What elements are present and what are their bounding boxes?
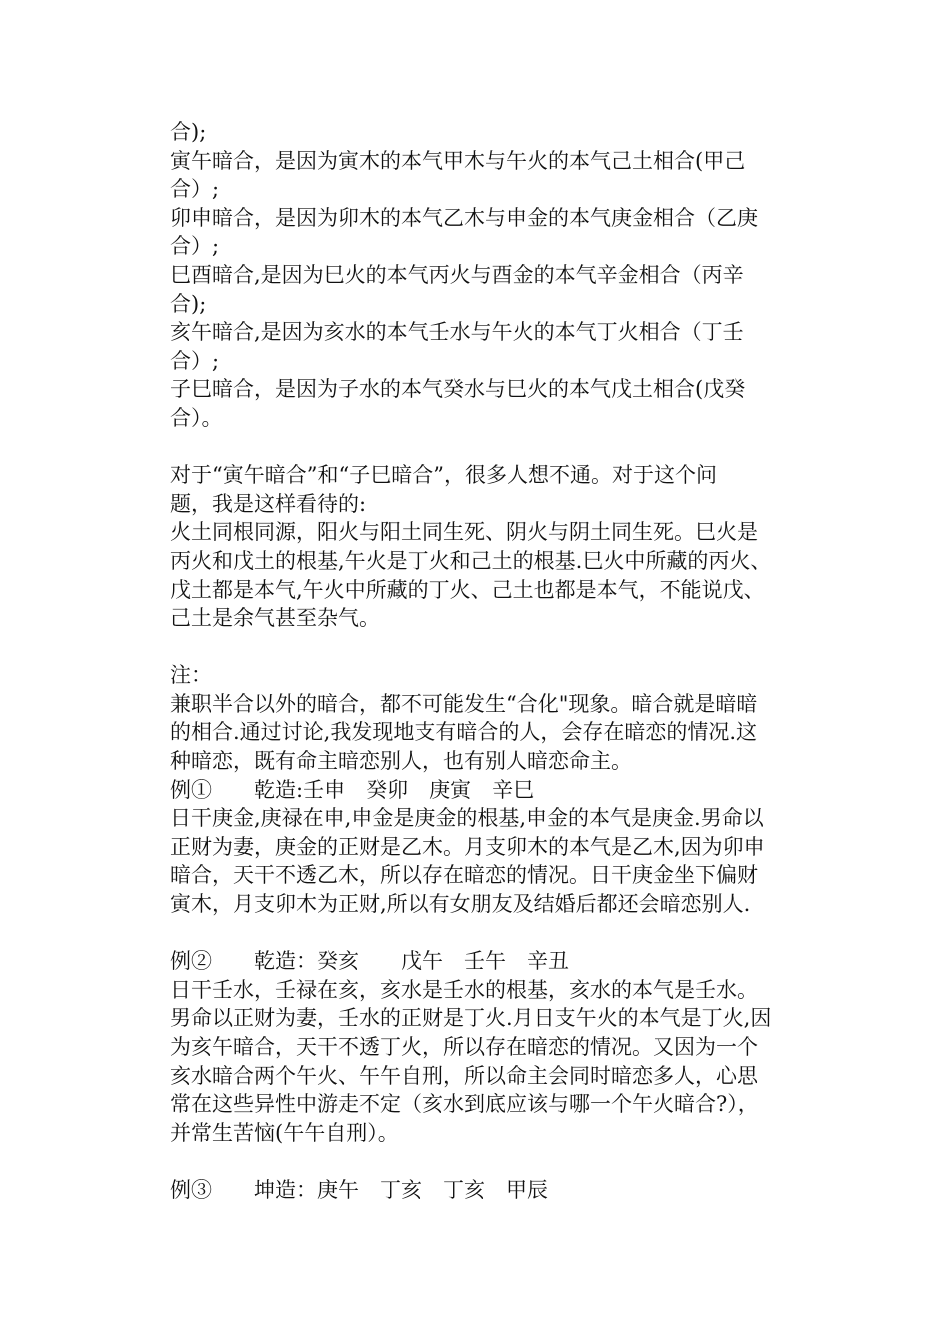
- text-line: 子巳暗合，是因为子水的本气癸水与巳火的本气戊土相合(戊癸: [170, 377, 746, 402]
- text-line: 日干壬水，壬禄在亥，亥水是壬水的根基，亥水的本气是壬水。: [170, 977, 758, 1002]
- text-line: 寅午暗合，是因为寅木的本气甲木与午火的本气己土相合(甲己: [170, 148, 746, 173]
- text-line: 常在这些异性中游走不定（亥水到底应该与哪一个午火暗合?），: [170, 1092, 759, 1117]
- text-line: 合）;: [170, 348, 220, 373]
- text-line: 日干庚金,庚禄在申,申金是庚金的根基,申金的本气是庚金.男命以: [170, 806, 764, 831]
- example-3-heading: 例③ 坤造：庚午 丁亥 丁亥 甲辰: [170, 1177, 548, 1202]
- text-line: 火土同根同源，阳火与阳土同生死、阴火与阴土同生死。巳火是: [170, 520, 758, 545]
- text-line: 男命以正财为妻，壬水的正财是丁火.月日支午火的本气是丁火,因: [170, 1006, 772, 1031]
- text-line: 巳酉暗合,是因为巳火的本气丙火与酉金的本气辛金相合（丙辛: [170, 262, 744, 287]
- text-line: 种暗恋，既有命主暗恋别人，也有别人暗恋命主。: [170, 749, 632, 774]
- text-line: 合）;: [170, 177, 220, 202]
- text-line: 题，我是这样看待的:: [170, 491, 367, 516]
- text-line: 暗合，天干不透乙木，所以存在暗恋的情况。日干庚金坐下偏财: [170, 863, 758, 888]
- text-line: 兼职半合以外的暗合，都不可能发生“合化"现象。暗合就是暗暗: [170, 691, 758, 716]
- text-line: 合);: [170, 291, 207, 316]
- text-line: 卯申暗合，是因为卯木的本气乙木与申金的本气庚金相合（乙庚: [170, 205, 758, 230]
- text-line: 合）。: [170, 405, 223, 430]
- text-line: 己土是余气甚至杂气。: [170, 606, 380, 631]
- document-page: [170, 118, 810, 1205]
- text-line: 亥水暗合两个午火、午午自刑，所以命主会同时暗恋多人，心思: [170, 1063, 758, 1088]
- text-line: 并常生苦恼(午午自刑）。: [170, 1120, 399, 1145]
- text-line: 正财为妻，庚金的正财是乙木。月支卯木的本气是乙木,因为卯申: [170, 834, 765, 859]
- blank-line: [170, 919, 810, 948]
- text-line: 对于“寅午暗合”和“子巳暗合”，很多人想不通。对于这个问: [170, 463, 717, 488]
- text-line: 合）;: [170, 234, 220, 259]
- blank-line: [170, 633, 810, 662]
- example-1-heading: 例① 乾造:壬申 癸卯 庚寅 辛巳: [170, 777, 535, 802]
- text-line: 合);: [170, 120, 207, 144]
- blank-line: [170, 1147, 810, 1176]
- text-line: 寅木，月支卯木为正财,所以有女朋友及结婚后都还会暗恋别人.: [170, 892, 751, 917]
- text-line: 戊土都是本气,午火中所藏的丁火、己土也都是本气，不能说戊、: [170, 577, 765, 602]
- text-line: 亥午暗合,是因为亥水的本气壬水与午火的本气丁火相合（丁壬: [170, 320, 744, 345]
- note-heading: 注：: [170, 663, 212, 688]
- text-line: 丙火和戊土的根基,午火是丁火和己土的根基.巳火中所藏的丙火、: [170, 548, 772, 573]
- text-line: 为亥午暗合，天干不透丁火，所以存在暗恋的情况。又因为一个: [170, 1035, 758, 1059]
- text-line: 的相合.通过讨论,我发现地支有暗合的人，会存在暗恋的情况.这: [170, 720, 758, 745]
- blank-line: [170, 433, 810, 462]
- example-2-heading: 例② 乾造：癸亥 戊午 壬午 辛丑: [170, 949, 569, 974]
